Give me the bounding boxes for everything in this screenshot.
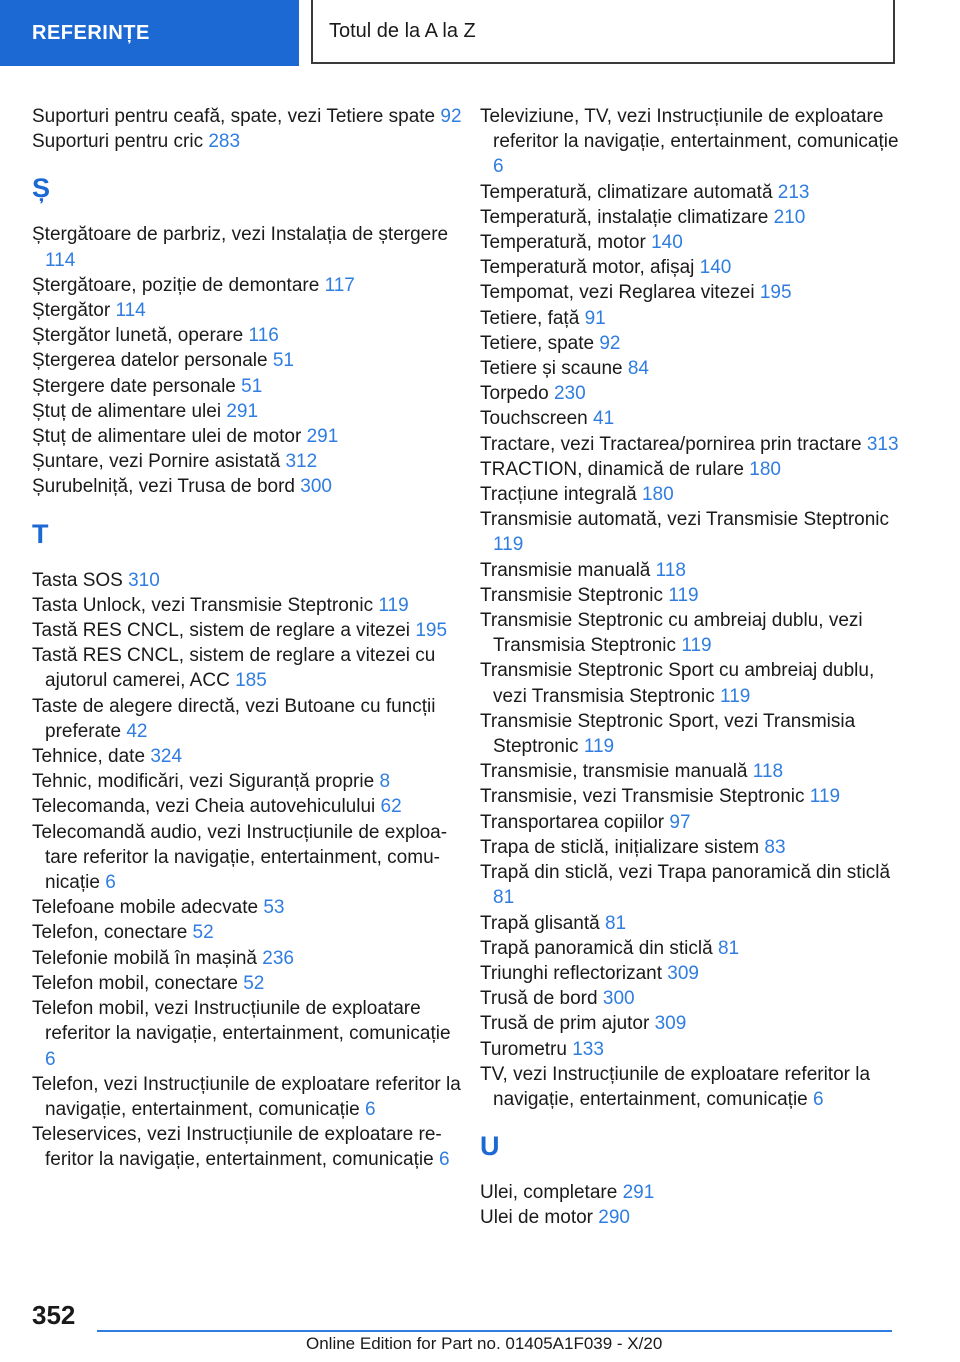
index-entry [32,593,462,618]
index-entry-term: Trusă de prim ajutor [480,1013,650,1035]
index-entry [480,1180,900,1205]
index-entry-term: Turometru [480,1038,567,1060]
index-entry-term: Telefonie mobilă în mașină [32,947,257,969]
index-entry [480,658,900,708]
index-page-link[interactable]: 119 [583,736,615,758]
index-page-link[interactable]: 291 [622,1182,655,1204]
index-entry-term: Telefoane mobile adecvate [32,897,259,919]
index-entry-term: Torpedo [480,383,549,405]
index-entry [32,895,462,920]
index-entry-term: Temperatură, instalație climatizare [480,206,769,228]
index-entry [32,568,462,593]
index-entry [480,507,900,557]
index-entry [480,356,900,381]
index-page-link[interactable]: 213 [777,181,810,203]
index-page-link[interactable]: 309 [654,1013,687,1035]
index-entry-term: Trapă glisantă [480,912,600,934]
index-page-link[interactable]: 52 [243,972,265,994]
index-entry [32,643,462,693]
index-entry [480,331,900,356]
index-entry-term: Transmisie Steptronic Sport, vezi Transmisia Steptronic [480,710,856,758]
index-page-link[interactable]: 114 [115,300,146,322]
index-page-link[interactable]: 119 [493,534,524,556]
index-entry [480,1037,900,1062]
index-entry [480,936,900,961]
index-page-link[interactable]: 52 [192,922,214,944]
index-entry [480,255,900,280]
index-page-link[interactable]: 51 [241,375,263,397]
index-entry [32,769,462,794]
footer-divider [97,1330,892,1332]
index-entry-term: Ștergătoare, poziție de demontare [32,274,320,296]
index-entry [480,482,900,507]
index-entry-term: Transmisie, transmisie manuală [480,761,748,783]
index-entry-term: Temperatură motor, afișaj [480,257,695,279]
index-entry-term: Ulei de motor [480,1207,593,1229]
index-entry-term: Ștuț de alimentare ulei de motor [32,426,302,448]
index-entry-term: Telecomandă audio, vezi Instrucțiunile de exploatare referitor la navigație, entertainment, comunicație [32,821,448,894]
index-entry-term: Ștuț de alimentare ulei [32,400,222,422]
index-page-link[interactable]: 119 [720,685,751,707]
index-entry-term: Tastă RES CNCL, sistem de reglare a vitezei cu ajutorul camerei, ACC [32,645,436,692]
index-page-link[interactable]: 119 [681,635,712,657]
index-entry-term: Triunghi reflectorizant [480,962,662,984]
index-entry [480,306,900,331]
index-entry [480,1205,900,1230]
index-entry-term: Tetiere și scaune [480,358,623,380]
index-page-link[interactable]: 51 [272,350,294,372]
index-page-link[interactable]: 300 [300,476,332,498]
index-entry-term: Taste de alegere directă, vezi Butoane cu funcții preferate [32,695,436,742]
index-entry-term: Trapă panoramică din sticlă [480,937,713,959]
index-entry [32,694,462,744]
index-entry-term: Ștergător lunetă, operare [32,325,244,347]
index-entry [32,273,462,298]
index-page-link[interactable]: 133 [572,1038,604,1060]
index-entry-term: Tempomat, vezi Reglarea vitezei [480,282,755,304]
index-entry-term: Ulei, completare [480,1182,618,1204]
index-entry-term: Temperatură, motor [480,232,646,254]
index-page-link[interactable]: 283 [208,131,241,153]
index-entry [32,374,462,399]
index-entry [480,432,900,457]
page-header [0,0,960,66]
index-entry-term: Ștergător [32,300,111,322]
index-entry [480,280,900,305]
index-entry [32,996,462,1072]
index-entry-term: Tehnice, date [32,746,146,768]
index-entry-term: Tracțiune integrală [480,484,637,506]
index-entry-term: Suporturi pentru ceafă, spate, vezi Tetiere spate [32,106,436,127]
index-page-link[interactable]: 6 [45,1048,56,1070]
page-number: 352 [32,1300,76,1330]
index-entry [480,759,900,784]
index-entry-term: Teleservices, vezi Instrucțiunile de exploatare referitor la navigație, entertainment, comunicație [32,1124,442,1171]
index-entry-term: Ștergătoare de parbriz, vezi Instalația de ștergere [32,224,449,246]
index-entry-term: Televiziune, TV, vezi Instrucțiunile de exploatare referitor la navigație, entertainment, comunicație [480,106,899,153]
index-entry-term: Tastă RES CNCL, sistem de reglare a vitezei [32,620,411,642]
index-entry-term: Transmisie Steptronic Sport cu ambreiaj dublu, vezi Transmisia Steptronic [480,660,875,707]
chapter-title: Totul de la A la Z [311,0,895,64]
index-entry [32,971,462,996]
index-entry-term: Telefon, conectare [32,922,188,944]
index-entry [480,860,900,910]
index-entry [480,608,900,658]
index-page-link[interactable]: 42 [126,720,148,742]
index-page-link[interactable]: 114 [45,249,76,271]
index-page-link[interactable]: 291 [306,426,339,448]
index-entry [480,230,900,255]
index-entry [32,104,462,129]
index-entry-term: Suporturi pentru cric [32,131,204,153]
index-entry-term: Transmisie Steptronic cu ambreiaj dublu, vezi Transmisia Steptronic [480,610,863,657]
index-page-link[interactable]: 119 [809,786,841,808]
index-entry [480,104,900,180]
index-entry-term: Transmisie manuală [480,559,651,581]
index-page-link[interactable]: 210 [773,206,806,228]
index-entry-term: Trusă de bord [480,988,598,1010]
index-entry [32,399,462,424]
index-page-link[interactable]: 117 [324,274,355,296]
index-page-link[interactable]: 92 [440,106,462,127]
index-page-link[interactable]: 312 [285,451,318,473]
index-entry [480,709,900,759]
index-entry [32,920,462,945]
index-page-link[interactable]: 116 [248,325,279,347]
index-entry-term: Șurubelniță, vezi Trusa de bord [32,476,295,498]
index-page-link[interactable]: 185 [235,670,267,692]
index-entry [32,323,462,348]
index-page-link[interactable]: 6 [365,1098,376,1120]
index-page-link[interactable]: 6 [813,1088,824,1110]
index-page-link[interactable]: 313 [866,433,899,455]
index-page-link[interactable]: 119 [668,584,699,606]
index-page-link[interactable]: 118 [655,559,686,581]
index-entry [480,911,900,936]
index-page-link[interactable]: 310 [128,569,160,591]
index-entry [32,794,462,819]
index-page-link[interactable]: 180 [749,458,781,480]
section-title: REFERINȚE [0,0,299,66]
index-page-link[interactable]: 91 [584,307,606,329]
index-entry [480,406,900,431]
index-page-link[interactable]: 62 [380,796,402,818]
index-entry [480,810,900,835]
index-entry-term: Transmisie automată, vezi Transmisie Steptronic [480,509,890,531]
index-entry-term: Ștergere date personale [32,375,236,397]
index-entry [32,424,462,449]
index-entry [480,1062,900,1112]
index-entry [32,222,462,272]
index-page-link[interactable]: 118 [752,761,784,783]
index-letter-heading: T [32,518,49,549]
index-page-link[interactable]: 195 [759,282,792,304]
index-letter-heading: U [480,1131,500,1162]
index-page-link[interactable]: 195 [415,620,448,642]
index-entry [480,180,900,205]
index-page-link[interactable]: 6 [493,156,504,178]
index-entry-term: TRACTION, dinamică de rulare [480,458,744,480]
index-page-link[interactable]: 180 [641,484,674,506]
index-page-link[interactable]: 81 [493,887,515,909]
index-entry-term: Transmisie, vezi Transmisie Steptronic [480,786,805,808]
index-entry-term: Tetiere, față [480,307,580,329]
index-entry-term: Telefon, vezi Instrucțiunile de exploatare referitor la navigație, entertainment, comunicație [32,1073,461,1120]
index-page-link[interactable]: 6 [438,1149,450,1171]
index-entry [32,820,462,896]
index-column-right [480,104,900,1231]
index-entry [480,205,900,230]
index-entry [32,1122,462,1172]
index-page-link[interactable]: 8 [379,771,391,793]
index-entry [32,348,462,373]
index-entry-term: Transportarea copiilor [480,811,665,833]
index-page-link[interactable]: 291 [226,400,259,422]
index-page-link[interactable]: 81 [604,912,627,934]
index-entry [32,946,462,971]
edition-note: Online Edition for Part no. 01405A1F039 - X/20 [306,1334,663,1353]
index-entry [480,784,900,809]
index-column-left [32,104,462,1173]
index-entry [480,558,900,583]
index-page-link[interactable]: 140 [699,257,732,279]
index-page-link[interactable]: 324 [150,746,183,768]
index-entry-term: Telecomanda, vezi Cheia autovehiculului [32,796,376,818]
index-entry-term: Tasta SOS [32,569,123,591]
index-page-link[interactable]: 83 [764,836,786,858]
index-page-link[interactable]: 236 [262,947,294,969]
index-page-link[interactable]: 119 [378,594,409,616]
index-page-link[interactable]: 92 [599,332,621,354]
index-entry-term: Tractare, vezi Tractarea/pornirea prin tractare [480,433,862,455]
index-entry-term: Telefon mobil, conectare [32,972,238,994]
index-page-link[interactable]: 230 [553,383,586,405]
index-page-link[interactable]: 309 [667,962,699,984]
index-entry-term: Temperatură, climatizare automată [480,181,773,203]
index-page-link[interactable]: 6 [105,872,116,894]
index-entry-term: Trapa de sticlă, inițializare sistem [480,836,760,858]
index-entry-term: Telefon mobil, vezi Instrucțiunile de exploatare referitor la navigație, entertainment, comunicație [32,998,451,1045]
index-letter-heading: Ș [32,173,51,204]
index-entry [32,449,462,474]
index-entry-term: Ștergerea datelor personale [32,350,268,372]
index-entry [480,1011,900,1036]
index-entry [32,744,462,769]
index-page-link[interactable]: 300 [602,988,635,1010]
index-page-link[interactable]: 290 [598,1207,630,1229]
index-entry [480,457,900,482]
index-entry [480,835,900,860]
index-entry-term: Tetiere, spate [480,332,595,354]
index-entry [32,1072,462,1122]
index-entry [480,986,900,1011]
index-entry-term: TV, vezi Instrucțiunile de exploatare referitor la navigație, entertainment, comunicație [480,1063,871,1110]
index-entry-term: Șuntare, vezi Pornire asistată [32,451,281,473]
index-entry-term: Transmisie Steptronic [480,584,664,606]
index-page-link[interactable]: 140 [651,232,683,254]
index-page-link[interactable]: 53 [263,897,285,919]
index-entry-term: Tehnic, modificări, vezi Siguranță proprie [32,771,375,793]
index-entry [480,961,900,986]
index-entry [32,474,462,499]
index-entry-term: Trapă din sticlă, vezi Trapa panoramică din sticlă [480,862,891,884]
index-page-link[interactable]: 97 [669,811,691,833]
index-entry [32,618,462,643]
index-page-link[interactable]: 81 [717,937,740,959]
index-page-link[interactable]: 41 [593,408,615,430]
index-entry [32,129,462,154]
index-page-link[interactable]: 84 [627,358,649,380]
index-entry [480,583,900,608]
index-entry [32,298,462,323]
index-entry [480,381,900,406]
index-entry-term: Touchscreen [480,408,588,430]
index-entry-term: Tasta Unlock, vezi Transmisie Steptronic [32,594,374,616]
